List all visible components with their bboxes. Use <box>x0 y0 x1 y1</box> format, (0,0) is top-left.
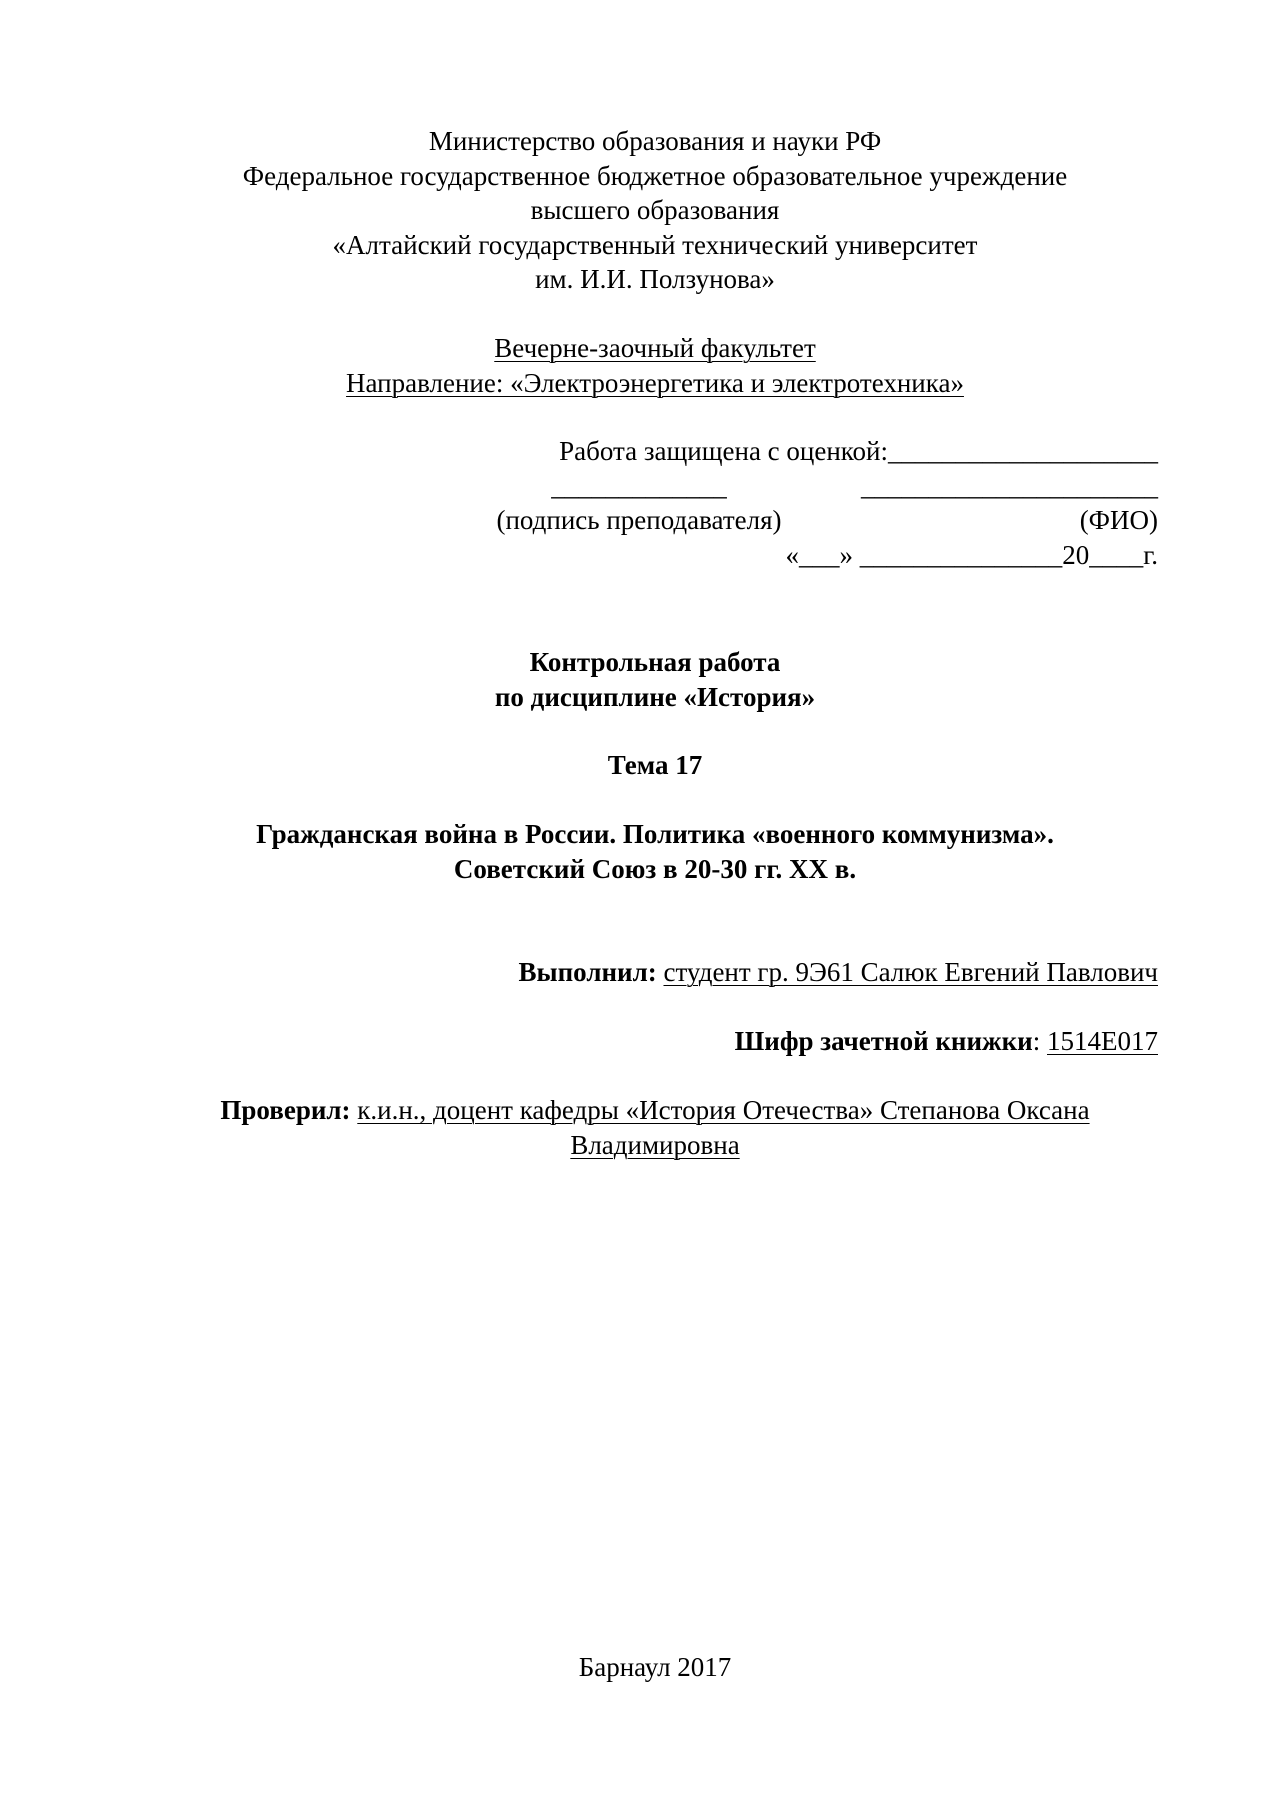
work-type: Контрольная работа <box>529 647 781 677</box>
name-caption: (ФИО) <box>1079 505 1158 535</box>
education-level-line: высшего образования <box>530 195 780 225</box>
checker-value-line-2: Владимировна <box>570 1129 740 1160</box>
grade-blank: ____________________ <box>888 436 1158 466</box>
work-title <box>152 645 1158 714</box>
theme-block <box>152 817 1158 886</box>
faculty-name: Вечерне-заочный факультет <box>494 333 816 363</box>
checker-value-line-1: к.и.н., доцент кафедры «История Отечества» Степанова Оксана <box>357 1095 1090 1125</box>
date-line: «___» _______________20____г. <box>785 539 1158 570</box>
checker-block <box>152 1093 1158 1162</box>
signature-blanks-row <box>152 469 1158 504</box>
footer-block <box>152 1650 1158 1685</box>
topic-label: Тема 17 <box>607 750 703 780</box>
grade-label: Работа защищена с оценкой: <box>559 436 888 466</box>
university-name-line: «Алтайский государственный технический университет <box>332 229 978 260</box>
direction-name: Направление: «Электроэнергетика и электротехника» <box>346 367 964 398</box>
topic-number <box>152 748 1158 783</box>
city-year: Барнаул 2017 <box>578 1652 732 1682</box>
performer-value: студент гр. 9Э61 Салюк Евгений Павлович <box>663 957 1158 987</box>
signature-blank: _____________ <box>551 470 727 501</box>
grade-block <box>152 434 1158 572</box>
name-blank: ______________________ <box>861 470 1158 501</box>
faculty-block <box>152 331 1158 400</box>
theme-line-1: Гражданская война в России. Политика «военного коммунизма». <box>256 819 1054 849</box>
performer-block <box>152 955 1158 990</box>
cipher-value: 1514Е017 <box>1047 1026 1158 1056</box>
signature-caption: (подпись преподавателя) <box>496 505 782 535</box>
cipher-label: Шифр зачетной книжки <box>734 1026 1033 1056</box>
institution-type-line: Федеральное государственное бюджетное образовательное учреждение <box>242 160 1068 191</box>
checker-label: Проверил: <box>220 1095 351 1125</box>
performer-label: Выполнил: <box>518 957 657 987</box>
cipher-separator: : <box>1032 1026 1041 1056</box>
grade-line <box>152 434 1158 469</box>
discipline: по дисциплине «История» <box>494 681 816 712</box>
theme-line-2: Советский Союз в 20-30 гг. XX в. <box>453 853 857 884</box>
institution-header <box>152 124 1158 297</box>
signature-captions-row <box>152 503 1158 538</box>
cipher-block <box>152 1024 1158 1059</box>
university-namesake-line: им. И.И. Ползунова» <box>535 264 775 294</box>
ministry-line: Министерство образования и науки РФ <box>428 126 882 156</box>
